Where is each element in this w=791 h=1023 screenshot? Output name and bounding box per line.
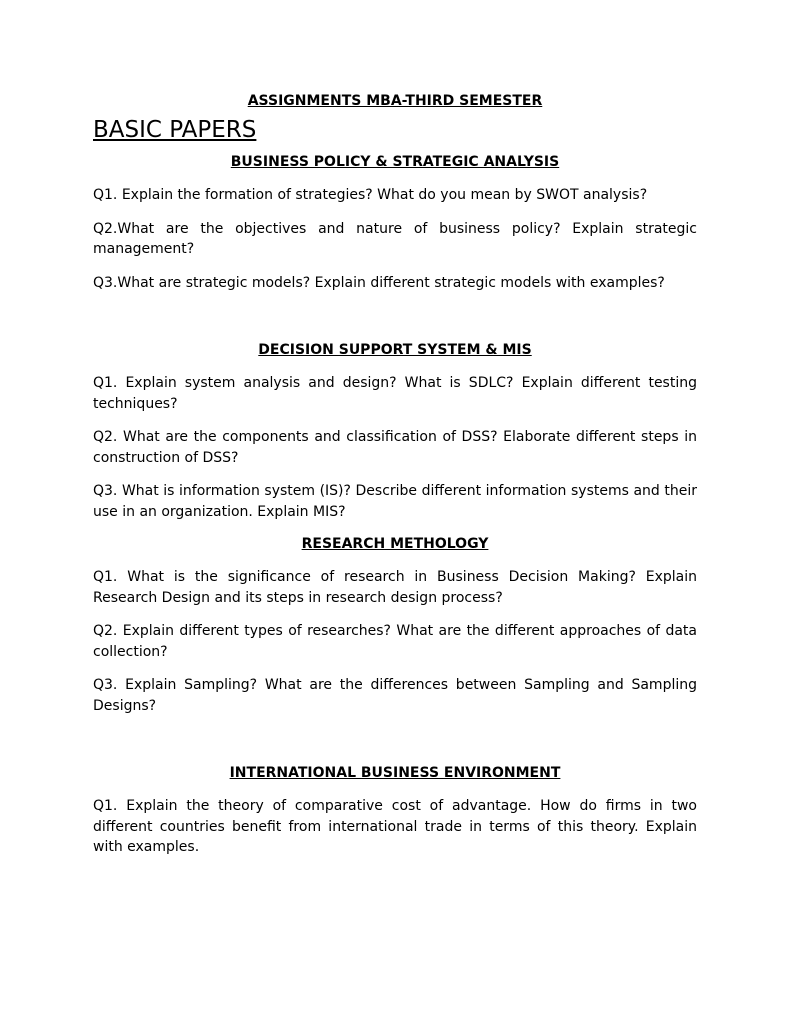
category-heading: BASIC PAPERS: [93, 117, 257, 143]
question-item: Q1. Explain the formation of strategies? What do you mean by SWOT analysis?: [93, 187, 648, 203]
section-heading: RESEARCH METHOLOGY: [301, 536, 489, 552]
question-item: Q2. Explain different types of researches? What are the different approaches of data collection?: [93, 623, 697, 660]
question-item: Q1. Explain system analysis and design? What is SDLC? Explain different testing techniques?: [93, 375, 697, 412]
question-item: Q2. What are the components and classification of DSS? Elaborate different steps in construction of DSS?: [93, 429, 697, 466]
question-item: Q3.What are strategic models? Explain different strategic models with examples?: [93, 274, 665, 291]
question-item: Q2.What are the objectives and nature of business policy? Explain strategic management?: [93, 220, 697, 257]
section-decision-support: [93, 341, 697, 522]
document-page: [93, 92, 697, 858]
question-item: Q1. What is the significance of research in Business Decision Making? Explain Research Design and its steps in research design process?: [93, 569, 697, 606]
question-item: Q3. Explain Sampling? What are the differences between Sampling and Sampling Designs?: [93, 677, 697, 714]
section-heading: DECISION SUPPORT SYSTEM & MIS: [258, 342, 532, 358]
document-title: ASSIGNMENTS MBA-THIRD SEMESTER: [247, 93, 543, 109]
section-research-methodology: [93, 535, 697, 716]
question-item: Q3. What is information system (IS)? Describe different information systems and their use in an organization. Explain MIS?: [93, 483, 697, 520]
section-heading: INTERNATIONAL BUSINESS ENVIRONMENT: [229, 765, 561, 781]
section-international-business: [93, 764, 697, 858]
section-business-policy: [93, 153, 697, 293]
question-item: Q1. Explain the theory of comparative cost of advantage. How do firms in two different countries benefit from international trade in terms of this theory. Explain with examples.: [93, 798, 697, 855]
section-heading: BUSINESS POLICY & STRATEGIC ANALYSIS: [230, 154, 560, 170]
